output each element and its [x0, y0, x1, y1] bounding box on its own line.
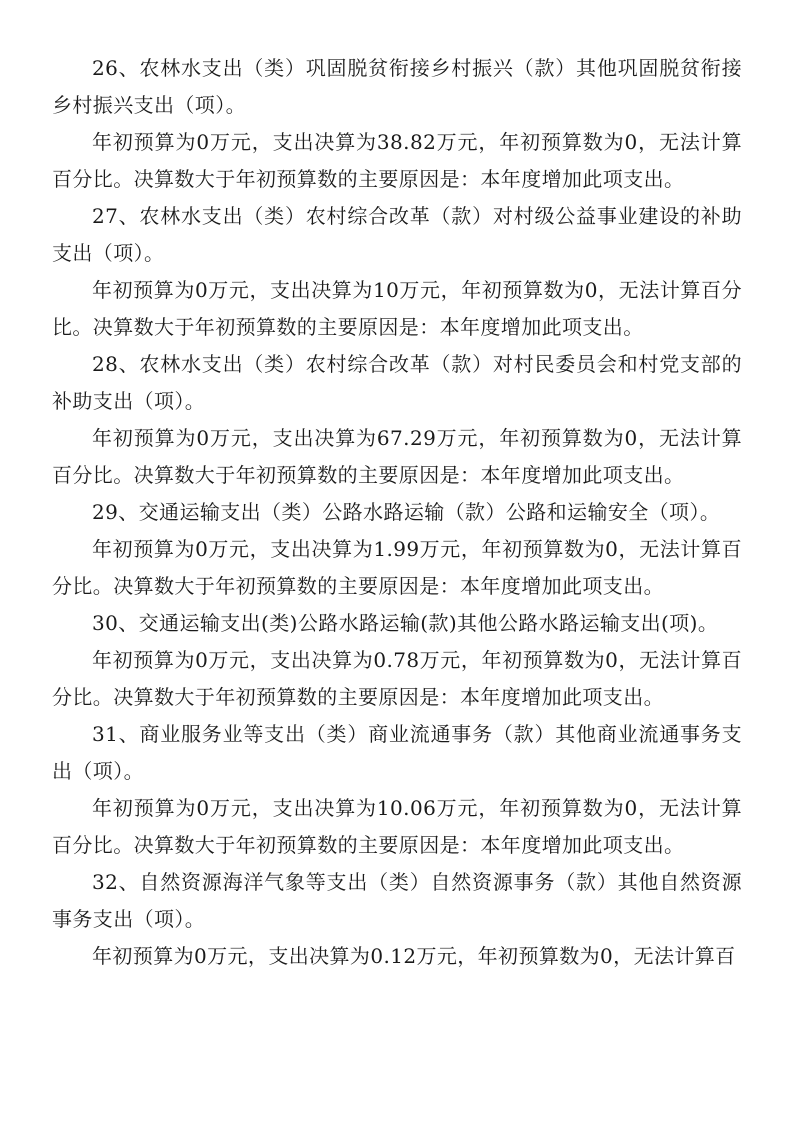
- item-29-explanation: 年初预算为0万元，支出决算为1.99万元，年初预算数为0，无法计算百分比。决算数大于年初预算数的主要原因是：本年度增加此项支出。: [52, 537, 742, 598]
- item-30-heading: 30、交通运输支出(类)公路水路运输(款)其他公路水路运输支出(项)。: [92, 611, 719, 635]
- item-28-heading: 28、农林水支出（类）农村综合改革（款）对村民委员会和村党支部的补助支出（项）。: [52, 352, 742, 413]
- item-26-explanation: 年初预算为0万元，支出决算为38.82万元，年初预算数为0，无法计算百分比。决算数大于年初预算数的主要原因是：本年度增加此项支出。: [52, 130, 742, 191]
- item-29-heading: 29、交通运输支出（类）公路水路运输（款）公路和运输安全（项）。: [92, 500, 721, 524]
- document-page: [52, 50, 742, 975]
- item-32-explanation: 年初预算为0万元，支出决算为0.12万元，年初预算数为0，无法计算百: [92, 944, 736, 968]
- item-28-explanation: 年初预算为0万元，支出决算为67.29万元，年初预算数为0，无法计算百分比。决算数大于年初预算数的主要原因是：本年度增加此项支出。: [52, 426, 742, 487]
- item-31-explanation: 年初预算为0万元，支出决算为10.06万元，年初预算数为0，无法计算百分比。决算数大于年初预算数的主要原因是：本年度增加此项支出。: [52, 796, 742, 857]
- item-32-heading: 32、自然资源海洋气象等支出（类）自然资源事务（款）其他自然资源事务支出（项）。: [52, 870, 742, 931]
- item-31-heading: 31、商业服务业等支出（类）商业流通事务（款）其他商业流通事务支出（项）。: [52, 722, 742, 783]
- item-27-explanation: 年初预算为0万元，支出决算为10万元，年初预算数为0，无法计算百分比。决算数大于年初预算数的主要原因是：本年度增加此项支出。: [52, 278, 742, 339]
- item-27-heading: 27、农林水支出（类）农村综合改革（款）对村级公益事业建设的补助支出（项）。: [52, 204, 742, 265]
- item-30-explanation: 年初预算为0万元，支出决算为0.78万元，年初预算数为0，无法计算百分比。决算数大于年初预算数的主要原因是：本年度增加此项支出。: [52, 648, 742, 709]
- item-26-heading: 26、农林水支出（类）巩固脱贫衔接乡村振兴（款）其他巩固脱贫衔接乡村振兴支出（项）。: [52, 56, 742, 117]
